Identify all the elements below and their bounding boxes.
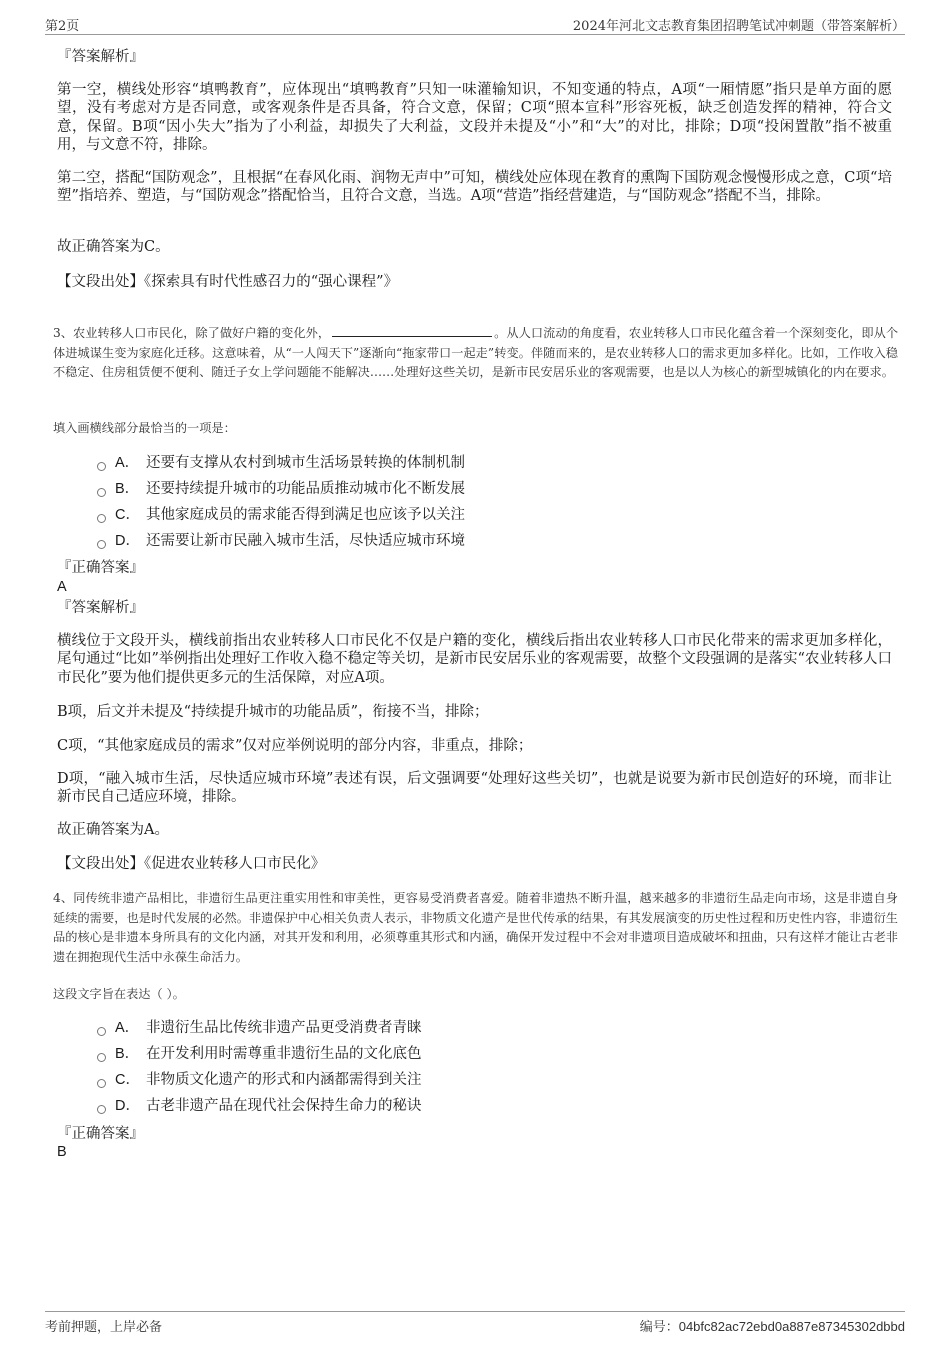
q3-stem-before: 3、农业转移人口市民化，除了做好户籍的变化外，	[53, 326, 331, 340]
q3-answer: A	[57, 579, 67, 595]
q3-option-c[interactable]	[97, 502, 797, 528]
option-letter: A．	[115, 455, 140, 471]
q4-options	[97, 1015, 797, 1119]
radio-icon[interactable]	[97, 462, 106, 471]
q3-analysis-para-4: D项，“融入城市生活，尽快适应城市环境”表述有误，后文强调要“处理好这些关切”，也就是说要为新市民创造好的环境，而非让新市民自己适应环境，排除。	[57, 771, 892, 806]
footer-slogan: 考前押题，上岸必备	[45, 1320, 163, 1335]
q4-prompt: 这段文字旨在表达（ ）。	[53, 987, 185, 1001]
page-number: 第2页	[45, 19, 80, 34]
q4-option-d[interactable]	[97, 1093, 797, 1119]
q4-stem: 4、同传统非遗产品相比，非遗衍生品更注重实用性和审美性，更容易受消费者喜爱。随着非遗热不断升温，越来越多的非遗衍生品走向市场，这是非遗自身延续的需要，也是时代发展的必然。非遗保护中心相关负责人表示，非物质文化遗产是世代传承的结果，有其发展演变的历史性过程和历史性内容，非遗衍生品的核心是非遗本身所具有的文化内涵，对其开发和利用，必须尊重其形式和内涵，确保开发过程中不会对非遗项目造成破坏和扭曲，只有这样才能让古老非遗在拥抱现代生活中永葆生命活力。	[53, 891, 898, 964]
radio-icon[interactable]	[97, 488, 106, 497]
footer-code	[640, 1316, 905, 1335]
q3-blank	[332, 324, 492, 337]
document-title: 2024年河北文志教育集团招聘笔试冲刺题（带答案解析）	[572, 19, 905, 34]
radio-icon[interactable]	[97, 540, 106, 549]
q3-source: 【文段出处】《促进农业转移人口市民化》	[57, 856, 326, 872]
q2-analysis-label: 『答案解析』	[57, 49, 144, 65]
q3-analysis-para-1: 横线位于文段开头，横线前指出农业转移人口市民化不仅是户籍的变化，横线后指出农业转移人口市民化带来的需求更加多样化，尾句通过“比如”举例指出处理好工作收入稳不稳定等关切，是新市民安居乐业的客观需要，故整个文段强调的是落实“农业转移人口市民化”要为他们提供更多元的生活保障，对应A项。	[57, 633, 892, 686]
option-letter: C．	[115, 1072, 140, 1088]
page-footer	[45, 1311, 905, 1336]
q3-conclusion: 故正确答案为A。	[57, 822, 169, 838]
radio-icon[interactable]	[97, 1079, 106, 1088]
q3-option-b[interactable]	[97, 476, 797, 502]
option-letter: A．	[115, 1020, 140, 1036]
q4-option-c[interactable]	[97, 1067, 797, 1093]
page-header	[45, 14, 905, 35]
q4-answer: B	[57, 1144, 67, 1160]
footer-code-value: 04bfc82ac72ebd0a887e87345302dbbd	[678, 1319, 905, 1334]
option-text: 古老非遗产品在现代社会保持生命力的秘诀	[146, 1098, 422, 1114]
q3-analysis-label: 『答案解析』	[57, 600, 144, 616]
option-text: 非遗衍生品比传统非遗产品更受消费者青睐	[146, 1020, 422, 1036]
option-text: 非物质文化遗产的形式和内涵都需得到关注	[146, 1072, 422, 1088]
q4-answer-label: 『正确答案』	[57, 1126, 144, 1142]
q3-option-d[interactable]	[97, 528, 797, 554]
option-letter: D．	[115, 1098, 140, 1114]
q3-option-a[interactable]	[97, 450, 797, 476]
q3-prompt: 填入画横线部分最恰当的一项是：	[53, 421, 236, 435]
option-letter: B．	[115, 481, 140, 497]
q3-analysis-para-3: C项，“其他家庭成员的需求”仅对应举例说明的部分内容，非重点，排除；	[57, 738, 533, 754]
q2-analysis-para-1: 第一空，横线处形容“填鸭教育”，应体现出“填鸭教育”只知一味灌输知识，不知变通的特点，A项“一厢情愿”指只是单方面的愿望，没有考虑对方是否同意，或客观条件是否具备，符合文意，保留；C项“照本宣科”形容死板，缺乏创造发挥的精神，符合文意，保留。B项“因小失大”指为了小利益，却损失了大利益，文段并未提及“小”和“大”的对比，排除；D项“投闲置散”指不被重用，与文意不符，排除。	[57, 82, 892, 153]
option-letter: B．	[115, 1046, 140, 1062]
option-letter: C．	[115, 507, 140, 523]
q3-options	[97, 450, 797, 554]
option-letter: D．	[115, 533, 140, 549]
q2-analysis-para-2: 第二空，搭配“国防观念”，且根据“在春风化雨、润物无声中”可知，横线处应体现在教育的熏陶下国防观念慢慢形成之意，C项“培塑”指培养、塑造，与“国防观念”搭配恰当，且符合文意，当选。A项“营造”指经营建造，与“国防观念”搭配不当，排除。	[57, 170, 892, 205]
radio-icon[interactable]	[97, 1053, 106, 1062]
option-text: 还要持续提升城市的功能品质推动城市化不断发展	[146, 481, 465, 497]
option-text: 其他家庭成员的需求能否得到满足也应该予以关注	[146, 507, 465, 523]
footer-code-label: 编号：	[639, 1320, 679, 1335]
radio-icon[interactable]	[97, 1027, 106, 1036]
option-text: 还需要让新市民融入城市生活，尽快适应城市环境	[146, 533, 465, 549]
radio-icon[interactable]	[97, 1105, 106, 1114]
q2-conclusion: 故正确答案为C。	[57, 239, 170, 255]
q4-option-b[interactable]	[97, 1041, 797, 1067]
q2-source: 【文段出处】《探索具有时代性感召力的“强心课程”》	[57, 274, 399, 290]
q3-stem	[53, 324, 898, 383]
q3-answer-label: 『正确答案』	[57, 560, 144, 576]
q4-option-a[interactable]	[97, 1015, 797, 1041]
option-text: 在开发利用时需尊重非遗衍生品的文化底色	[146, 1046, 422, 1062]
q3-stem-after: 。从人口流动的角度看，农业转移人口市民化蕴含着一个深刻变化，即从个体进城谋生变为家庭化迁移。这意味着，从“一人闯天下”逐渐向“拖家带口一起走”转变。伴随而来的，是农业转移人口的需求更加多样化。比如，工作收入稳不稳定、住房租赁便不便利、随迁子女上学问题能不能解决……处理好这些关切，是新市民安居乐业的客观需要，也是以人为核心的新型城镇化的内在要求。	[53, 326, 899, 379]
q3-analysis-para-2: B项，后文并未提及“持续提升城市的功能品质”，衔接不当，排除；	[57, 704, 489, 720]
option-text: 还要有支撑从农村到城市生活场景转换的体制机制	[146, 455, 465, 471]
radio-icon[interactable]	[97, 514, 106, 523]
